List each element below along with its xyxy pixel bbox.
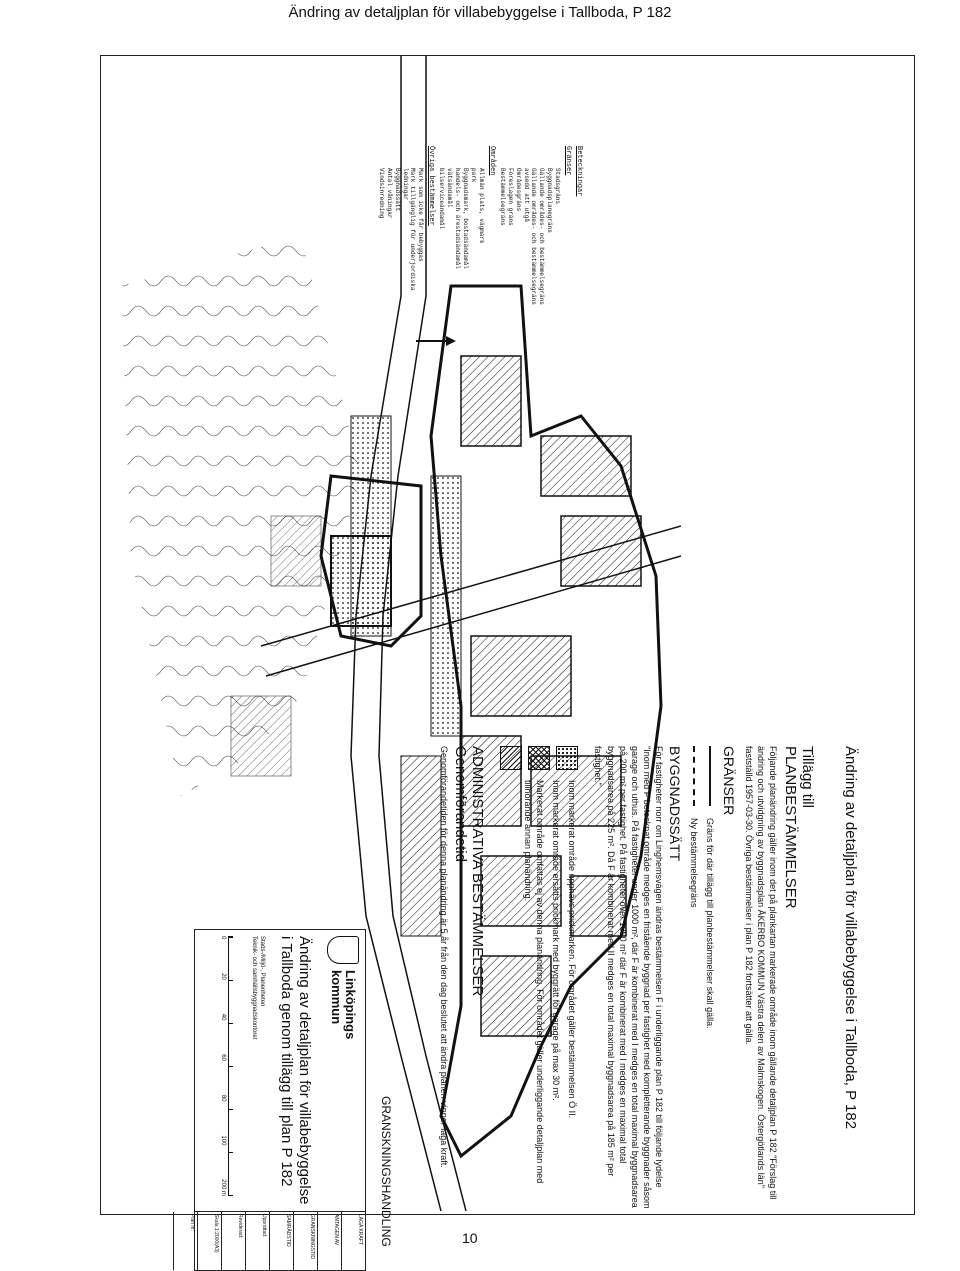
- legend-item: Mark tillgänglig för underjordiska ledningar: [402, 168, 416, 291]
- swatch-text: Inom markerat område upphävs prickmarken. För området gäller bestämmelsen Ö II.: [567, 780, 578, 1119]
- legend-item: handels- och ärestadsändamål: [454, 168, 461, 269]
- dotted-swatch-icon: [556, 746, 578, 770]
- legend-heading: Beteckningar: [575, 146, 583, 197]
- page-header: Ändring av detaljplan för villabebyggelse i Tallboda, P 182: [288, 4, 672, 21]
- legend-item: Bestämmelsegräns: [499, 168, 506, 226]
- scale-tick: 20: [220, 973, 226, 980]
- sheet-title: Ändring av detaljplan för villabebyggelse i Tallboda, P 182: [842, 746, 859, 1130]
- approval-boxes: [189, 1211, 365, 1270]
- scale-tick: 0: [220, 936, 226, 940]
- heading-admin: ADMINISTRATIVA BESTÄMMELSER: [469, 746, 487, 997]
- swatch-text: Markerat område omfattas ej av denna planändring. För området gäller underliggande detaljplan med tillhörande annan planändring.: [522, 780, 545, 1184]
- block-dotted: [331, 536, 391, 626]
- legend-item: Mark som icke får bebyggas: [417, 168, 424, 262]
- block: [461, 356, 521, 446]
- logo: [327, 936, 359, 1039]
- box-laga-kraft: LAGA KRAFT: [341, 1212, 365, 1270]
- legend-item: Byggnadsplanegräns: [546, 168, 553, 233]
- swatch-text: Inom markerat område ersätts prickmark med byggrätt för garage på max 30 m².: [551, 780, 562, 1101]
- swatch-block: [500, 746, 578, 1211]
- north-arrow-icon: [446, 336, 456, 346]
- box-scale: [197, 1212, 221, 1270]
- legend-item: Vindsinredning: [378, 168, 385, 219]
- scale-tick: 200 m: [220, 1179, 226, 1196]
- scale-bar: [220, 936, 233, 1196]
- scale-tick: 100: [220, 1135, 226, 1146]
- intro-text: Följande planändring gäller inom det på plankartan markerade område inom gällande detaljplan P 182 "Förslag till ändring och utvidgning av byggnadsplan ÅKERBO KOMMUN Västra delen av Malmskogen. Östergötlands län" fastställd 1957-03-30. Övriga bestämmelser i plan P 182 fortsätter att gälla.: [744, 746, 779, 1200]
- legend-item: Gällande områdes- och bestämmelsegräns avsedd att utgå: [523, 168, 537, 305]
- plan-title-line: i Tallboda genom tillägg till plan P 182: [278, 936, 295, 1187]
- box-granskningstid: GRANSKNINGSTID: [293, 1212, 317, 1270]
- crosshatch-swatch-icon: [528, 746, 550, 770]
- byggnadssatt-text: För fastigheter norr om Linghemsvägen ändras bestämmelsen F i underliggande plan P 182 till följande lydelse "Inom med F betecknat område medges en fristående byggnad per fastighet med kompletterande byggnader såsom garage och uthus. På fastigheter under 1000 m², där F är kombinerat med I medges en total maximal byggnadsarea på 200 m² per fastighet. På fastigheter över 1000 m² där F är kombinerat med I medges en maximal total byggnadsarea på 225 m². Då F är kombinerat med II medges en total maximal byggnadsarea på 185 m² per fastighet.": [593, 746, 665, 1209]
- legend-item: bilserviceändamål: [438, 168, 445, 230]
- legend-granser-heading: Gränser: [564, 146, 572, 176]
- box-reviderad: Reviderad:: [221, 1212, 245, 1270]
- heading-planbestammelser: PLANBESTÄMMELSER: [781, 746, 799, 909]
- legend-omraden-heading: Områden: [488, 146, 496, 176]
- hatch-swatch-icon: [500, 746, 522, 770]
- legend-item: park: [470, 168, 477, 183]
- box-samradstid: SAMRÅDSTID: [269, 1212, 293, 1270]
- block-dotted: [431, 476, 461, 736]
- legend-item: Stadsgräns: [554, 168, 561, 205]
- scale-value: 1:2000(A3): [213, 1227, 219, 1253]
- scale-label: Skala: [213, 1214, 219, 1227]
- legend-item: Gällande områdes- och bestämmelsegräns: [538, 168, 545, 305]
- legend-item: Byggnadsmark, bostadsändamål: [462, 168, 469, 269]
- legend-row: [705, 746, 715, 1211]
- dashdot-line-icon: [693, 746, 695, 806]
- office-line: Teknik- och samhällsbyggnadskontoret: [251, 936, 258, 1040]
- block: [271, 516, 321, 586]
- plan-title-line: Ändring av detaljplan för villabebyggelse: [296, 936, 313, 1205]
- page-number: 10: [462, 1230, 478, 1246]
- legend-item: Områdesgräns: [515, 168, 522, 212]
- map-legend: [206, 146, 586, 316]
- plan-sheet: [100, 55, 915, 1260]
- logo-line: kommun: [329, 970, 344, 1025]
- legend-text: Gräns för där tillägg till planbestämmelser skall gälla.: [705, 818, 716, 1029]
- legend-ovriga-heading: Övriga bestämmelser: [427, 146, 435, 226]
- scale-tick: 60: [220, 1054, 226, 1061]
- crest-icon: [327, 936, 359, 964]
- legend-item: Byggnadssätt: [394, 168, 401, 212]
- title-block: [189, 929, 366, 1271]
- heading-tillagg: Tillägg till: [799, 746, 816, 808]
- legend-text: Ny bestämmelsegräns: [689, 818, 700, 908]
- heading-genomforandetid: Genomförandetid: [451, 746, 469, 862]
- scale-tick: 80: [220, 1094, 226, 1102]
- granskning-label: GRANSKNINGSHANDLING: [379, 1096, 393, 1247]
- scale-tick: 40: [220, 1013, 226, 1021]
- box-antagen: ANTAGEN AV: [317, 1212, 341, 1270]
- heading-granser: GRÄNSER: [721, 746, 738, 816]
- legend-item: vätsändamål: [446, 168, 453, 208]
- box-plan-nr: Plan nr:: [173, 1212, 197, 1270]
- block: [541, 436, 631, 496]
- logo-line: Linköpings: [342, 970, 358, 1040]
- office-line: Stads-/Miljö-, Planenheten: [259, 936, 265, 1007]
- legend-row: [689, 746, 699, 1211]
- legend-item: Allmän plats, vägmark: [478, 168, 485, 244]
- heading-byggnadssatt: BYGGNADSSÄTT: [667, 746, 684, 862]
- legend-item: Föreslagen gräns: [507, 168, 514, 226]
- admin-text: Genomförandetiden för denna planändring är 5 år från den dag beslutet att ändra planen vinner laga kraft.: [438, 746, 449, 1168]
- legend-item: Antal våningar: [386, 168, 393, 219]
- block: [561, 516, 641, 586]
- boundary-line-icon: [709, 746, 711, 806]
- box-upprattad: Upprättad:: [245, 1212, 269, 1270]
- block: [471, 636, 571, 716]
